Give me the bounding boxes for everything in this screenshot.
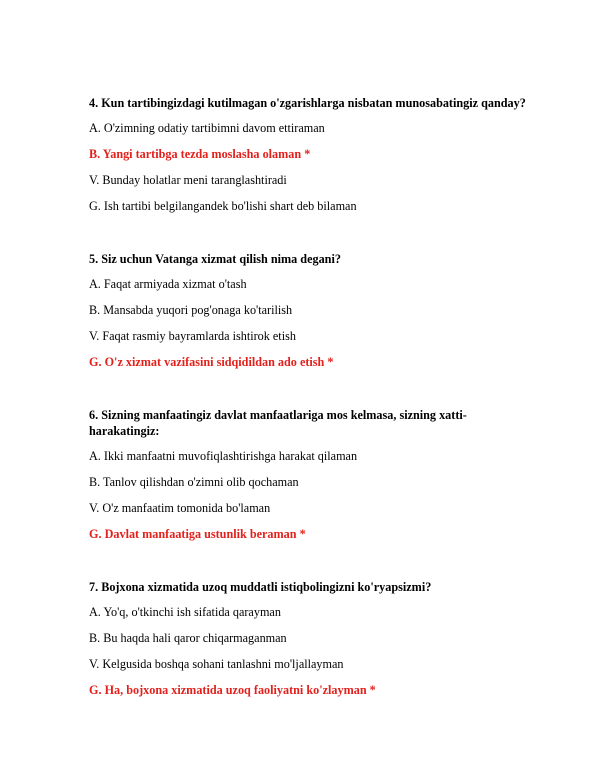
answer-option-v: V. Kelgusida boshqa sohani tanlashni mo'ljallayman [89, 657, 344, 671]
answer-option-g-correct: G. Davlat manfaatiga ustunlik beraman * [89, 527, 306, 541]
answer-option-a: A. O'zimning odatiy tartibimni davom ettiraman [89, 121, 325, 135]
answer-option-a: A. Yo'q, o'tkinchi ish sifatida qarayman [89, 605, 281, 619]
answer-option-g: G. Ish tartibi belgilangandek bo'lishi shart deb bilaman [89, 199, 357, 213]
answer-option-b: B. Tanlov qilishdan o'zimni olib qochaman [89, 475, 299, 489]
question-7 [89, 579, 529, 708]
answer-option-v: V. Faqat rasmiy bayramlarda ishtirok etish [89, 329, 296, 343]
question-4 [89, 95, 529, 224]
answer-option-g-correct: G. Ha, bojxona xizmatida uzoq faoliyatni ko'zlayman * [89, 683, 376, 697]
question-text: 5. Siz uchun Vatanga xizmat qilish nima degani? [89, 252, 341, 266]
answer-option-a: A. Ikki manfaatni muvofiqlashtirishga harakat qilaman [89, 449, 358, 463]
answer-option-b: B. Mansabda yuqori pog'onaga ko'tarilish [89, 303, 293, 317]
question-text: 6. Sizning manfaatingiz davlat manfaatlariga mos kelmasa, sizning xatti-harakatingiz: [89, 408, 467, 438]
answer-option-a: A. Faqat armiyada xizmat o'tash [89, 277, 247, 291]
question-text: 4. Kun tartibingizdagi kutilmagan o'zgarishlarga nisbatan munosabatingiz qanday? [89, 96, 526, 110]
question-6 [89, 407, 529, 552]
question-5 [89, 251, 529, 380]
answer-option-b: B. Bu haqda hali qaror chiqarmaganman [89, 631, 287, 645]
answer-option-v: V. O'z manfaatim tomonida bo'laman [89, 501, 271, 515]
question-text: 7. Bojxona xizmatida uzoq muddatli istiqbolingizni ko'ryapsizmi? [89, 580, 432, 594]
answer-option-v: V. Bunday holatlar meni taranglashtiradi [89, 173, 287, 187]
answer-option-b-correct: B. Yangi tartibga tezda moslasha olaman * [89, 147, 311, 161]
answer-option-g-correct: G. O'z xizmat vazifasini sidqidildan ado etish * [89, 355, 334, 369]
